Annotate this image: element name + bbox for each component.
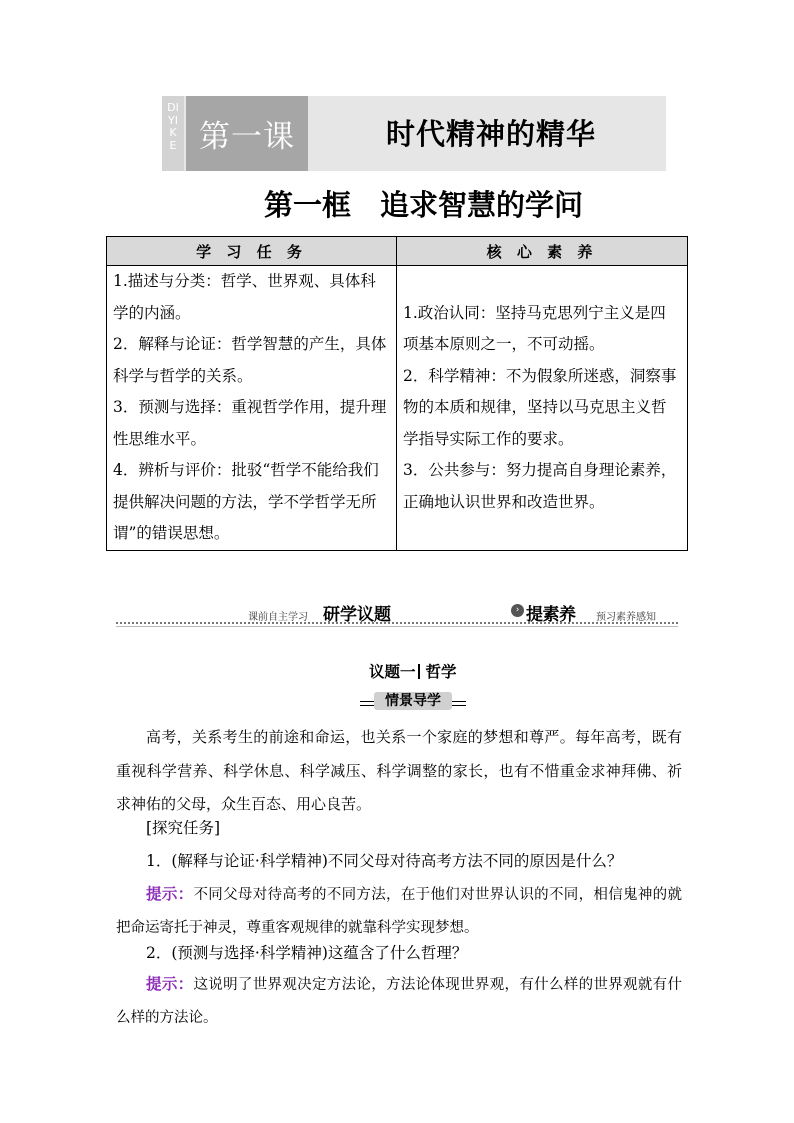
task-item: 1.描述与分类：哲学、世界观、具体科学的内涵。	[113, 272, 376, 322]
header-learning-tasks: 学 习 任 务	[107, 237, 397, 266]
lesson-label: 第一课	[199, 119, 295, 155]
lesson-title: 时代精神的精华	[386, 117, 597, 151]
hint-text: 不同父母对待高考的不同方法，在于他们对世界认识的不同，相信鬼神的就把命运寄托于神灵，尊重客观规律的就靠科学实现梦想。	[116, 887, 682, 936]
task-item: 3．预测与选择：重视哲学作用，提升理性思维水平。	[113, 398, 387, 448]
topic-heading	[369, 660, 457, 682]
banner-small-right: 预习素养感知	[596, 612, 656, 623]
topic-divider	[418, 664, 420, 679]
banner-rule	[116, 626, 678, 627]
hint-label: 提示：	[146, 975, 194, 993]
vertical-tag-text: DIYIKE	[167, 101, 179, 152]
lesson-label-box	[186, 96, 308, 171]
hint-text: 这说明了世界观决定方法论，方法论体现世界观，有什么样的世界观就有什么样的方法论。	[116, 977, 682, 1026]
task-item: 4．辨析与评价：批驳“哲学不能给我们提供解决问题的方法，学不学哲学无所谓”的错误思想。	[113, 461, 379, 542]
hint-1	[116, 878, 682, 944]
vertical-tag	[162, 96, 184, 171]
hint-label: 提示：	[146, 885, 194, 903]
header-core-competencies: 核 心 素 养	[397, 237, 688, 266]
competency-item: 1.政治认同：坚持马克思列宁主义是四项基本原则之一，不可动摇。	[403, 303, 666, 354]
banner-small-left: 课前自主学习	[248, 612, 308, 623]
topic-prefix: 议题一	[369, 663, 416, 681]
task-heading: [探究任务]	[146, 819, 221, 837]
scenario-label-text: 情景导学	[374, 692, 452, 710]
topic-name: 哲学	[425, 663, 457, 681]
scenario-label	[360, 692, 466, 710]
competency-item: 3．公共参与：努力提高自身理论素养，正确地认识世界和改造世界。	[403, 461, 677, 511]
section-subtitle: 第一框 追求智慧的学问	[264, 188, 584, 222]
goals-table	[106, 236, 688, 551]
arrow-circle-icon: ›	[511, 604, 524, 617]
section-banner	[116, 600, 678, 630]
competency-item: 2．科学精神：不为假象所迷惑，洞察事物的本质和规律，坚持以马克思主义哲学指导实际工作的要求。	[403, 366, 677, 448]
banner-title-2: 提素养	[526, 605, 576, 625]
hint-2	[116, 968, 682, 1034]
task-item: 2．解释与论证：哲学智慧的产生，具体科学与哲学的关系。	[113, 335, 387, 385]
question-1: 1．(解释与论证·科学精神)不同父母对待高考方法不同的原因是什么？	[146, 852, 623, 870]
learning-tasks-cell	[107, 266, 397, 551]
question-2: 2．(预测与选择·科学精神)这蕴含了什么哲理？	[146, 944, 468, 962]
core-competencies-cell	[397, 266, 688, 551]
goals-table-header-row	[107, 237, 688, 266]
intro-paragraph: 高考，关系考生的前途和命运，也关系一个家庭的梦想和尊严。每年高考，既有重视科学营养、科学休息、科学减压、科学调整的家长，也有不惜重金求神拜佛、祈求神佑的父母，众生百态、用心良苦。	[116, 728, 682, 813]
banner-dotted-rule	[116, 622, 678, 624]
banner-title-1: 研学议题	[323, 605, 391, 625]
goals-table-body-row	[107, 266, 688, 551]
